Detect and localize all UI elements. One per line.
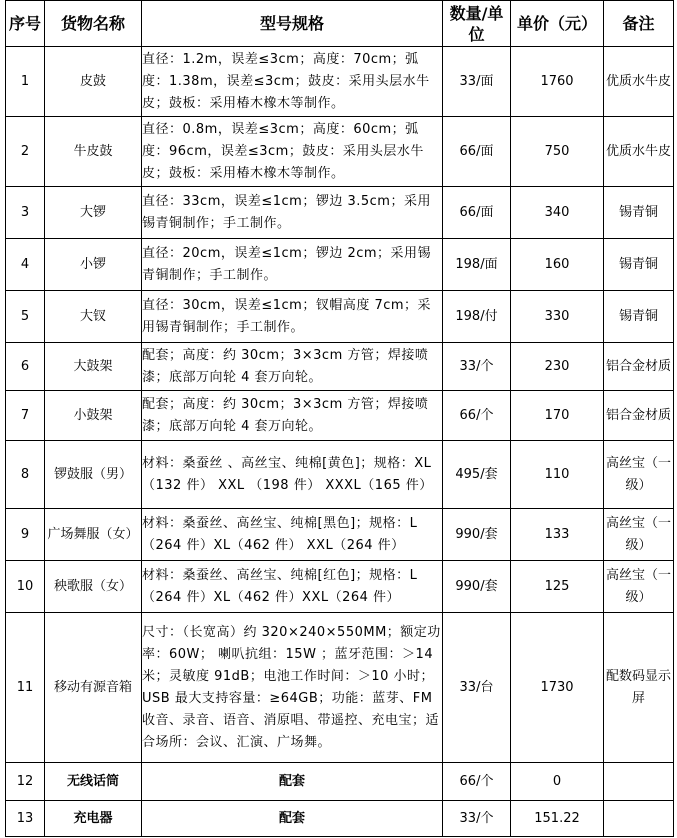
row-price: 125 xyxy=(511,561,604,613)
row-name: 秧歌服（女） xyxy=(45,561,142,613)
row-spec: 配套 xyxy=(142,801,443,837)
table-row xyxy=(6,391,674,441)
row-note xyxy=(604,763,674,801)
row-price: 330 xyxy=(511,291,604,343)
row-name: 皮鼓 xyxy=(45,47,142,117)
row-seq: 4 xyxy=(6,239,45,291)
row-price: 133 xyxy=(511,509,604,561)
row-spec: 直径：1.2m，误差≤3cm；高度：70cm；弧度：1.38m，误差≤3cm；鼓皮：采用头层水牛皮；鼓板：采用椿木橡木等制作。 xyxy=(142,47,443,117)
row-seq: 8 xyxy=(6,441,45,509)
row-note: 高丝宝（一级） xyxy=(604,441,674,509)
table-row xyxy=(6,561,674,613)
row-name: 充电器 xyxy=(45,801,142,837)
row-qty: 66/面 xyxy=(443,117,511,187)
row-qty: 33/个 xyxy=(443,343,511,391)
row-spec: 直径：0.8m，误差≤3cm；高度：60cm；弧度：96cm，误差≤3cm；鼓皮：采用头层水牛皮；鼓板：采用椿木橡木等制作。 xyxy=(142,117,443,187)
row-seq: 5 xyxy=(6,291,45,343)
row-price: 151.22 xyxy=(511,801,604,837)
header-price: 单价（元） xyxy=(511,1,604,47)
row-price: 1760 xyxy=(511,47,604,117)
row-spec: 配套；高度：约 30cm；3×3cm 方管；焊接喷漆；底部万向轮 4 套万向轮。 xyxy=(142,391,443,441)
row-name: 无线话筒 xyxy=(45,763,142,801)
row-seq: 6 xyxy=(6,343,45,391)
table-row xyxy=(6,801,674,837)
table-row xyxy=(6,291,674,343)
row-seq: 9 xyxy=(6,509,45,561)
row-spec: 配套 xyxy=(142,763,443,801)
table-row xyxy=(6,117,674,187)
row-qty: 198/面 xyxy=(443,239,511,291)
table-row xyxy=(6,441,674,509)
row-price: 170 xyxy=(511,391,604,441)
row-note xyxy=(604,801,674,837)
row-seq: 7 xyxy=(6,391,45,441)
header-seq: 序号 xyxy=(6,1,45,47)
row-spec: 配套；高度：约 30cm；3×3cm 方管；焊接喷漆；底部万向轮 4 套万向轮。 xyxy=(142,343,443,391)
row-qty: 66/个 xyxy=(443,763,511,801)
row-seq: 11 xyxy=(6,613,45,763)
row-qty: 198/付 xyxy=(443,291,511,343)
row-qty: 495/套 xyxy=(443,441,511,509)
row-note: 锡青铜 xyxy=(604,291,674,343)
row-name: 牛皮鼓 xyxy=(45,117,142,187)
row-price: 1730 xyxy=(511,613,604,763)
row-name: 小锣 xyxy=(45,239,142,291)
table-row xyxy=(6,613,674,763)
goods-spec-table xyxy=(5,0,674,837)
row-qty: 66/面 xyxy=(443,187,511,239)
row-name: 大锣 xyxy=(45,187,142,239)
row-note: 高丝宝（一级） xyxy=(604,561,674,613)
row-qty: 33/台 xyxy=(443,613,511,763)
row-spec: 材料：桑蚕丝、高丝宝、纯棉[红色]；规格：L（264 件）XL（462 件）XXL（264 件） xyxy=(142,561,443,613)
row-note: 铝合金材质 xyxy=(604,343,674,391)
row-seq: 13 xyxy=(6,801,45,837)
row-spec: 材料：桑蚕丝、高丝宝、纯棉[黑色]；规格：L（264 件）XL（462 件） XXL（264 件） xyxy=(142,509,443,561)
row-price: 110 xyxy=(511,441,604,509)
table-row xyxy=(6,509,674,561)
row-price: 230 xyxy=(511,343,604,391)
row-name: 锣鼓服（男） xyxy=(45,441,142,509)
table-row xyxy=(6,47,674,117)
row-note: 铝合金材质 xyxy=(604,391,674,441)
row-qty: 33/面 xyxy=(443,47,511,117)
header-qty: 数量/单位 xyxy=(443,1,511,47)
table-row xyxy=(6,763,674,801)
table-row xyxy=(6,187,674,239)
row-name: 小鼓架 xyxy=(45,391,142,441)
row-seq: 12 xyxy=(6,763,45,801)
header-row xyxy=(6,1,674,47)
row-name: 移动有源音箱 xyxy=(45,613,142,763)
row-note: 锡青铜 xyxy=(604,187,674,239)
row-qty: 990/套 xyxy=(443,561,511,613)
row-price: 340 xyxy=(511,187,604,239)
row-seq: 3 xyxy=(6,187,45,239)
header-spec: 型号规格 xyxy=(142,1,443,47)
header-name: 货物名称 xyxy=(45,1,142,47)
row-spec: 直径：33cm，误差≤1cm；锣边 3.5cm；采用锡青铜制作；手工制作。 xyxy=(142,187,443,239)
row-note: 优质水牛皮 xyxy=(604,117,674,187)
row-spec: 材料：桑蚕丝 、高丝宝、纯棉[黄色]；规格：XL（132 件） XXL （198 件） XXXL（165 件） xyxy=(142,441,443,509)
row-seq: 1 xyxy=(6,47,45,117)
row-price: 160 xyxy=(511,239,604,291)
row-note: 优质水牛皮 xyxy=(604,47,674,117)
row-qty: 990/套 xyxy=(443,509,511,561)
row-spec: 直径：20cm，误差≤1cm；锣边 2cm；采用锡青铜制作；手工制作。 xyxy=(142,239,443,291)
row-name: 大鼓架 xyxy=(45,343,142,391)
row-note: 锡青铜 xyxy=(604,239,674,291)
row-seq: 2 xyxy=(6,117,45,187)
row-seq: 10 xyxy=(6,561,45,613)
row-spec: 尺寸：（长宽高）约 320×240×550MM；额定功率：60W； 喇叭抗组：15W ；蓝牙范围：＞14 米；灵敏度 91dB；电池工作时间：＞10 小时；USB 最大支持容量：≥64GB；功能：蓝芽、FM 收音、录音、语音、消原唱、带遥控、充电宝；适合场所：会议、汇演、广场舞。 xyxy=(142,613,443,763)
row-qty: 33/个 xyxy=(443,801,511,837)
header-note: 备注 xyxy=(604,1,674,47)
row-note: 配数码显示屏 xyxy=(604,613,674,763)
row-price: 750 xyxy=(511,117,604,187)
row-spec: 直径：30cm，误差≤1cm；钗帽高度 7cm；采用锡青铜制作；手工制作。 xyxy=(142,291,443,343)
table-row xyxy=(6,239,674,291)
row-name: 广场舞服（女） xyxy=(45,509,142,561)
row-price: 0 xyxy=(511,763,604,801)
row-name: 大钗 xyxy=(45,291,142,343)
table-row xyxy=(6,343,674,391)
row-qty: 66/个 xyxy=(443,391,511,441)
row-note: 高丝宝（一级） xyxy=(604,509,674,561)
